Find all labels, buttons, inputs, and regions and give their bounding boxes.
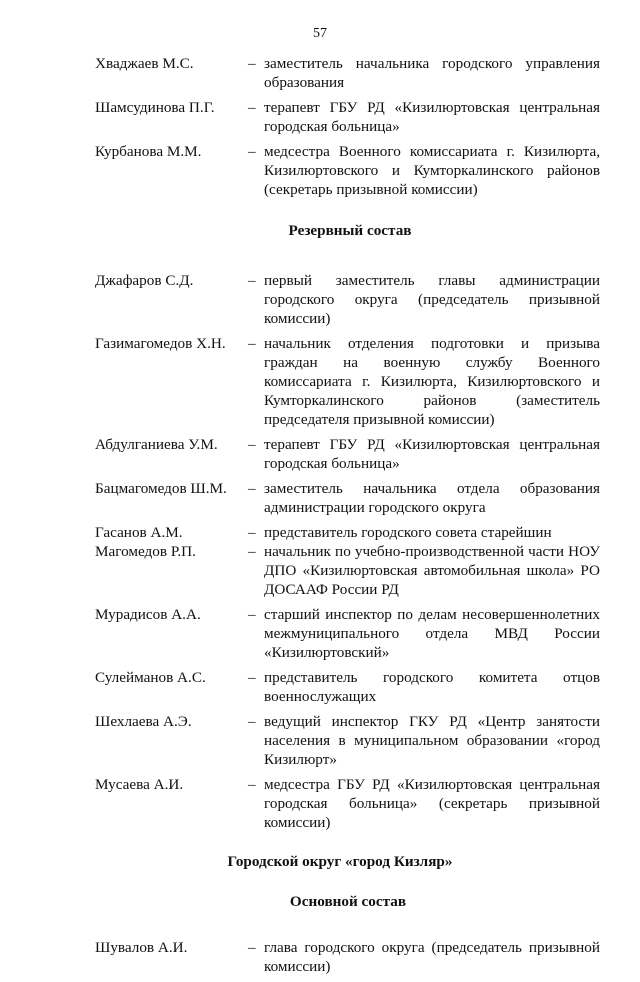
member-row [0, 668, 640, 706]
section-heading-reserve: Резервный состав [288, 222, 412, 239]
member-row [0, 334, 640, 429]
member-name: Сулейманов А.С. [95, 669, 206, 686]
member-row [0, 542, 640, 599]
dash-separator: – [248, 606, 256, 623]
member-row [0, 775, 640, 832]
member-role: терапевт ГБУ РД «Кизилюртовская центральная городская больница» [264, 436, 600, 472]
member-row [0, 479, 640, 517]
section-heading-city: Городской округ «город Кизляр» [227, 853, 453, 870]
dash-separator: – [248, 524, 256, 541]
member-role: глава городского округа (председатель призывной комиссии) [264, 939, 600, 975]
member-role: начальник отделения подготовки и призыва граждан на военную службу Военного комиссариата г. Кизилюрта, Кизилюртовского и Кумторкалинского районов (заместитель председателя призывной комиссии) [264, 335, 600, 428]
member-row [0, 523, 640, 542]
member-name: Бацмагомедов Ш.М. [95, 480, 227, 497]
member-name: Шувалов А.И. [95, 939, 188, 956]
dash-separator: – [248, 436, 256, 453]
member-role: старший инспектор по делам несовершеннолетних межмуниципального отдела МВД России «Кизилюртовский» [264, 606, 600, 661]
member-row [0, 98, 640, 136]
dash-separator: – [248, 99, 256, 116]
member-name: Абдулганиева У.М. [95, 436, 218, 453]
member-row [0, 435, 640, 473]
member-name: Мурадисов А.А. [95, 606, 201, 623]
member-role: ведущий инспектор ГКУ РД «Центр занятости населения в муниципальном образовании «город Кизилюрт» [264, 713, 600, 768]
member-name: Шамсудинова П.Г. [95, 99, 215, 116]
dash-separator: – [248, 335, 256, 352]
member-row [0, 54, 640, 92]
member-role: представитель городского совета старейшин [264, 524, 552, 541]
dash-separator: – [248, 272, 256, 289]
member-row [0, 938, 640, 976]
dash-separator: – [248, 713, 256, 730]
page-content [0, 54, 640, 982]
member-name: Шехлаева А.Э. [95, 713, 192, 730]
member-role: начальник по учебно-производственной части НОУ ДПО «Кизилюртовская автомобильная школа» РО ДОСААФ России РД [264, 543, 600, 598]
member-role: заместитель начальника городского управления образования [264, 55, 600, 91]
member-role: представитель городского комитета отцов военнослужащих [264, 669, 600, 705]
member-name: Хваджаев М.С. [95, 55, 194, 72]
member-row [0, 271, 640, 328]
section-heading-main: Основной состав [289, 893, 407, 910]
member-role: медсестра Военного комиссариата г. Кизилюрта, Кизилюртовского и Кумторкалинского районов (секретарь призывной комиссии) [264, 143, 600, 198]
member-role: терапевт ГБУ РД «Кизилюртовская центральная городская больница» [264, 99, 600, 135]
member-row [0, 605, 640, 662]
dash-separator: – [248, 543, 256, 560]
member-role: первый заместитель главы администрации городского округа (председатель призывной комиссии) [264, 272, 600, 327]
member-name: Гасанов А.М. [95, 524, 183, 541]
member-role: медсестра ГБУ РД «Кизилюртовская центральная городская больница» (секретарь призывной комиссии) [264, 776, 600, 831]
member-name: Газимагомедов Х.Н. [95, 335, 226, 352]
member-role: заместитель начальника отдела образования администрации городского округа [264, 480, 600, 516]
dash-separator: – [248, 143, 256, 160]
page-number: 57 [313, 26, 327, 41]
member-row [0, 712, 640, 769]
dash-separator: – [248, 939, 256, 956]
member-name: Мусаева А.И. [95, 776, 184, 793]
member-row [0, 142, 640, 199]
member-name: Курбанова М.М. [95, 143, 202, 160]
dash-separator: – [248, 480, 256, 497]
dash-separator: – [248, 669, 256, 686]
dash-separator: – [248, 55, 256, 72]
dash-separator: – [248, 776, 256, 793]
member-name: Джафаров С.Д. [95, 272, 194, 289]
member-name: Магомедов Р.П. [95, 543, 196, 560]
